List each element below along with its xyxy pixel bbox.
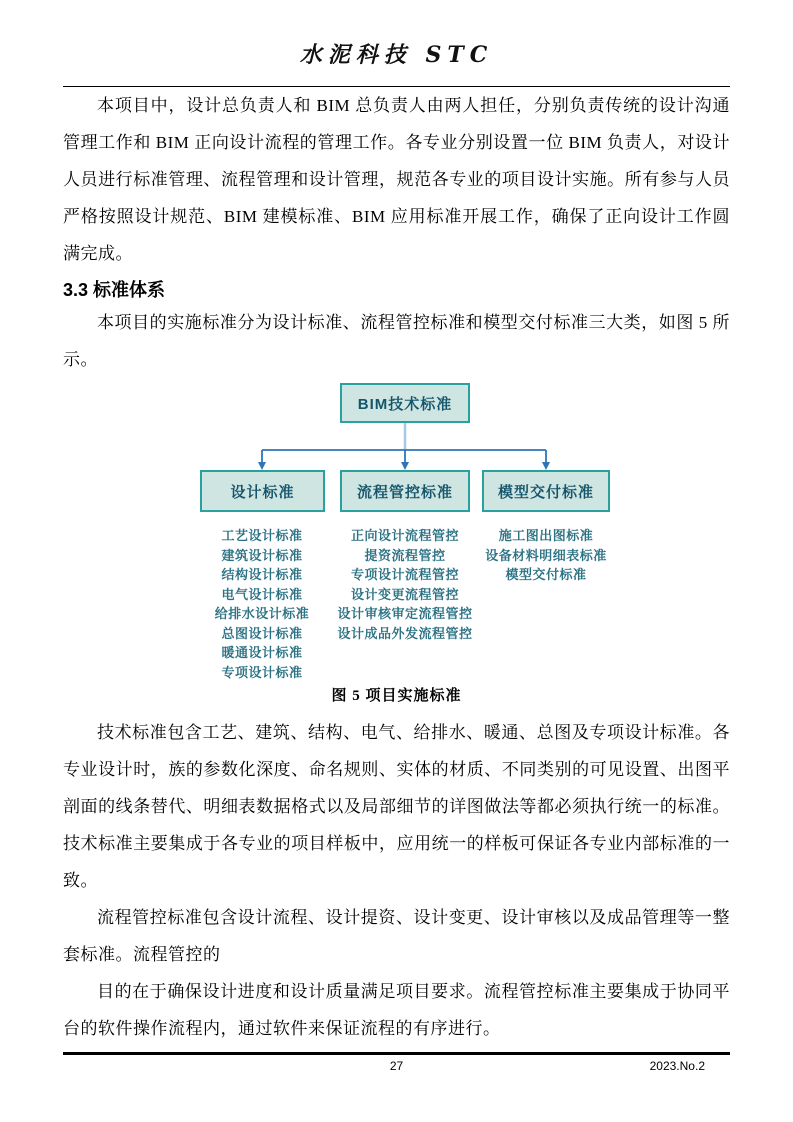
diagram-root-node: BIM技术标准 xyxy=(340,383,470,423)
list-item: 建筑设计标准 xyxy=(221,547,303,563)
paragraph-4: 流程管控标准包含设计流程、设计提资、设计变更、设计审核以及成品管理等一整套标准。流程管控的 xyxy=(63,908,730,964)
diagram-node-process-control-standard: 流程管控标准 xyxy=(340,470,470,512)
arrow-down-icon xyxy=(401,462,409,470)
list-item: 工艺设计标准 xyxy=(221,528,303,543)
section-heading-3-3: 3.3 标准体系 xyxy=(63,280,166,300)
list-item: 设计变更流程管控 xyxy=(350,586,459,602)
list-item: 正向设计流程管控 xyxy=(350,528,459,543)
list-item: 施工图出图标准 xyxy=(498,528,594,543)
diagram-node-model-delivery-standard: 模型交付标准 xyxy=(482,470,610,512)
figure-5-caption: 图 5 项目实施标准 xyxy=(331,688,462,704)
list-item: 暖通设计标准 xyxy=(221,645,303,660)
list-item: 设计成品外发流程管控 xyxy=(337,625,473,641)
list-item: 结构设计标准 xyxy=(221,567,303,582)
paragraph-5: 目的在于确保设计进度和设计质量满足项目要求。流程管控标准主要集成于协同平台的软件操作流程内，通过软件来保证流程的有序进行。 xyxy=(63,982,730,1038)
list-item: 专项设计流程管控 xyxy=(350,567,459,582)
diagram-node-design-standard: 设计标准 xyxy=(200,470,325,512)
list-item: 设备材料明细表标准 xyxy=(485,547,607,563)
paragraph-2: 本项目的实施标准分为设计标准、流程管控标准和模型交付标准三大类，如图 5 所示。 xyxy=(63,313,730,369)
list-item: 专项设计标准 xyxy=(221,664,303,680)
list-item: 提资流程管控 xyxy=(364,547,446,563)
journal-header-title: 水泥科技 STC xyxy=(299,42,494,68)
list-item: 给排水设计标准 xyxy=(214,606,310,621)
list-item: 模型交付标准 xyxy=(505,567,587,582)
list-item: 电气设计标准 xyxy=(221,586,303,602)
page-number: 27 xyxy=(389,1059,404,1073)
footer-rule xyxy=(63,1052,730,1055)
paragraph-3: 技术标准包含工艺、建筑、结构、电气、给排水、暖通、总图及专项设计标准。各专业设计时，族的参数化深度、命名规则、实体的材质、不同类别的可见设置、出图平剖面的线条替代、明细表数据格式以及局部细节的详图做法等都必须执行统一的标准。技术标准主要集成于各专业的项目样板中，应用统一的样板可保证各专业内部标准的一致。 xyxy=(63,723,730,890)
list-item: 设计审核审定流程管控 xyxy=(337,606,473,621)
arrow-down-icon xyxy=(542,462,550,470)
paragraph-1: 本项目中，设计总负责人和 BIM 总负责人由两人担任，分别负责传统的设计沟通管理工作和 BIM 正向设计流程的管理工作。各专业分别设置一位 BIM 负责人，对设计人员进行标准管理、流程管理和设计管理，规范各专业的项目设计实施。所有参与人员严格按照设计规范、BIM 建模标准、BIM 应用标准开展工作，确保了正向设计工作圆满完成。 xyxy=(63,96,730,263)
issue-number: 2023.No.2 xyxy=(649,1059,705,1073)
list-item: 总图设计标准 xyxy=(221,625,303,641)
model-delivery-item-list xyxy=(446,526,646,585)
arrow-down-icon xyxy=(258,462,266,470)
figure-5-diagram xyxy=(63,378,730,684)
page-content xyxy=(63,0,730,1047)
